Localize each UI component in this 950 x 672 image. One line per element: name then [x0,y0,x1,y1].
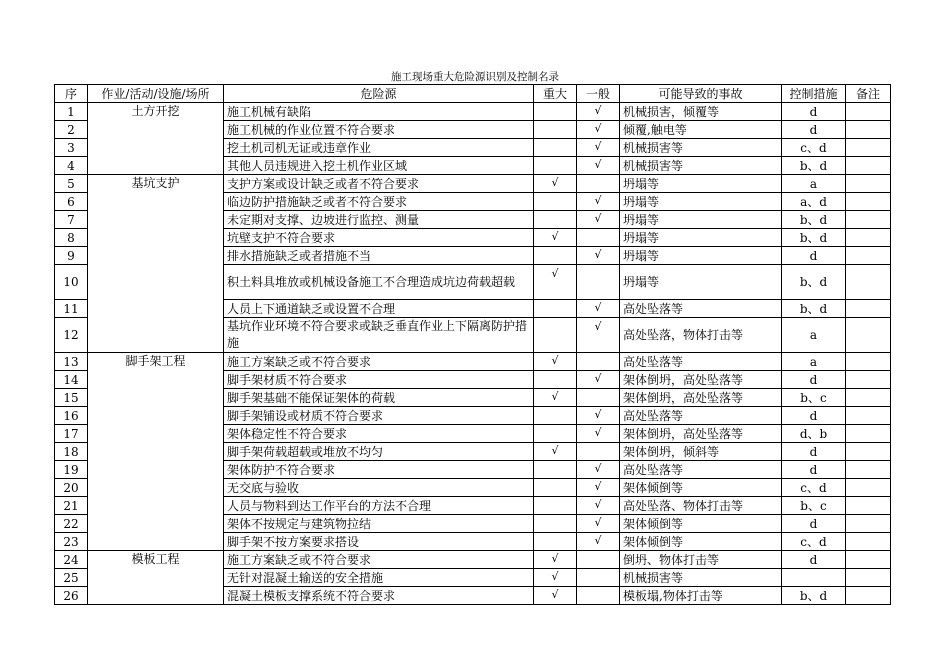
hazard-cell: 其他人员违规进入挖土机作业区域 [224,157,534,175]
control-cell: b、c [782,389,846,407]
table-row [55,353,891,371]
major-cell [534,407,577,425]
row-seq: 20 [55,479,88,497]
remark-cell [846,569,891,587]
general-cell [577,353,620,371]
header-remark: 备注 [846,85,891,103]
remark-cell [846,175,891,193]
remark-cell [846,389,891,407]
major-cell [534,497,577,515]
control-cell: d [782,551,846,569]
control-cell: d [782,121,846,139]
header-activity: 作业/活动/设施/场所 [88,85,224,103]
general-cell: √ [577,515,620,533]
row-seq: 13 [55,353,88,371]
general-cell: √ [577,247,620,265]
control-cell: d、b [782,425,846,443]
row-seq: 2 [55,121,88,139]
accident-cell: 倾覆,触电等 [620,121,782,139]
row-seq: 15 [55,389,88,407]
general-cell [577,569,620,587]
accident-cell: 机械损害等 [620,569,782,587]
major-cell [534,371,577,389]
hazard-cell: 基坑作业环境不符合要求或缺乏垂直作业上下隔离防护措施 [224,318,534,353]
hazard-cell: 坑壁支护不符合要求 [224,229,534,247]
accident-cell: 坍塌等 [620,229,782,247]
hazard-table [54,84,891,605]
remark-cell [846,265,891,300]
control-cell: d [782,103,846,121]
general-cell [577,443,620,461]
remark-cell [846,407,891,425]
general-cell [577,551,620,569]
table-row [55,103,891,121]
hazard-cell: 施工方案缺乏或不符合要求 [224,551,534,569]
control-cell: a [782,353,846,371]
major-cell: √ [534,569,577,587]
control-cell: b、d [782,229,846,247]
accident-cell: 倒坍、物体打击等 [620,551,782,569]
accident-cell: 架体倒坍，高处坠落等 [620,371,782,389]
major-cell [534,425,577,443]
accident-cell: 坍塌等 [620,247,782,265]
major-cell [534,533,577,551]
accident-cell: 坍塌等 [620,211,782,229]
remark-cell [846,139,891,157]
control-cell: b、d [782,157,846,175]
accident-cell: 模板塌,物体打击等 [620,587,782,605]
header-hazard: 危险源 [224,85,534,103]
row-seq: 19 [55,461,88,479]
remark-cell [846,371,891,389]
row-seq: 17 [55,425,88,443]
header-seq: 序 [55,85,88,103]
activity-cell: 基坑支护 [88,175,224,353]
major-cell [534,139,577,157]
accident-cell: 高处坠落，物体打击等 [620,318,782,353]
hazard-cell: 施工机械的作业位置不符合要求 [224,121,534,139]
control-cell: b、d [782,265,846,300]
hazard-cell: 架体防护不符合要求 [224,461,534,479]
remark-cell [846,247,891,265]
accident-cell: 机械损害等 [620,139,782,157]
hazard-cell: 脚手架铺设或材质不符合要求 [224,407,534,425]
major-cell [534,247,577,265]
remark-cell [846,193,891,211]
remark-cell [846,318,891,353]
control-cell: a [782,175,846,193]
remark-cell [846,497,891,515]
general-cell [577,229,620,247]
header-control: 控制措施 [782,85,846,103]
control-cell: d [782,461,846,479]
hazard-cell: 施工方案缺乏或不符合要求 [224,353,534,371]
row-seq: 21 [55,497,88,515]
row-seq: 7 [55,211,88,229]
control-cell: d [782,407,846,425]
remark-cell [846,229,891,247]
accident-cell: 高处坠落等 [620,353,782,371]
control-cell: c、d [782,479,846,497]
major-cell [534,300,577,318]
header-major: 重大 [534,85,577,103]
row-seq: 18 [55,443,88,461]
general-cell: √ [577,300,620,318]
major-cell [534,157,577,175]
hazard-cell: 无针对混凝土输送的安全措施 [224,569,534,587]
general-cell [577,587,620,605]
general-cell: √ [577,318,620,353]
hazard-cell: 架体稳定性不符合要求 [224,425,534,443]
accident-cell: 机械损害等 [620,157,782,175]
general-cell: √ [577,211,620,229]
activity-cell: 土方开挖 [88,103,224,175]
activity-cell: 模板工程 [88,551,224,605]
major-cell [534,211,577,229]
hazard-cell: 架体不按规定与建筑物拉结 [224,515,534,533]
accident-cell: 机械损害，倾覆等 [620,103,782,121]
header-general: 一般 [577,85,620,103]
row-seq: 3 [55,139,88,157]
general-cell: √ [577,157,620,175]
hazard-cell: 人员与物料到达工作平台的方法不合理 [224,497,534,515]
row-seq: 1 [55,103,88,121]
table-body [55,103,891,605]
hazard-cell: 混凝土模板支撑系统不符合要求 [224,587,534,605]
general-cell: √ [577,479,620,497]
hazard-cell: 脚手架荷载超载或堆放不均匀 [224,443,534,461]
major-cell [534,193,577,211]
accident-cell: 架体倒坍，倾斜等 [620,443,782,461]
control-cell: a [782,318,846,353]
hazard-cell: 临边防护措施缺乏或者不符合要求 [224,193,534,211]
accident-cell: 高处坠落等 [620,300,782,318]
control-cell: b、d [782,587,846,605]
accident-cell: 坍塌等 [620,265,782,300]
general-cell: √ [577,193,620,211]
page-title: 施工现场重大危险源识别及控制名录 [391,71,559,83]
control-cell: d [782,371,846,389]
table-row [55,551,891,569]
accident-cell: 架体倾倒等 [620,533,782,551]
general-cell [577,389,620,407]
row-seq: 23 [55,533,88,551]
major-cell [534,103,577,121]
row-seq: 22 [55,515,88,533]
accident-cell: 架体倒坍，高处坠落等 [620,425,782,443]
major-cell [534,461,577,479]
general-cell: √ [577,497,620,515]
hazard-cell: 挖土机司机无证或违章作业 [224,139,534,157]
control-cell: b、d [782,300,846,318]
header-row [55,85,891,103]
hazard-cell: 排水措施缺乏或者措施不当 [224,247,534,265]
control-cell [782,569,846,587]
major-cell [534,318,577,353]
row-seq: 14 [55,371,88,389]
general-cell: √ [577,371,620,389]
major-cell: √ [534,353,577,371]
hazard-cell: 脚手架不按方案要求搭设 [224,533,534,551]
major-cell: √ [534,175,577,193]
activity-cell: 脚手架工程 [88,353,224,551]
row-seq: 16 [55,407,88,425]
row-seq: 11 [55,300,88,318]
general-cell: √ [577,425,620,443]
remark-cell [846,515,891,533]
general-cell: √ [577,139,620,157]
accident-cell: 架体倾倒等 [620,479,782,497]
remark-cell [846,157,891,175]
remark-cell [846,211,891,229]
general-cell: √ [577,407,620,425]
hazard-cell: 人员上下通道缺乏或设置不合理 [224,300,534,318]
remark-cell [846,353,891,371]
hazard-cell: 支护方案或设计缺乏或者不符合要求 [224,175,534,193]
remark-cell [846,443,891,461]
row-seq: 9 [55,247,88,265]
remark-cell [846,121,891,139]
row-seq: 25 [55,569,88,587]
hazard-cell: 脚手架基础不能保证架体的荷载 [224,389,534,407]
major-cell [534,121,577,139]
control-cell: d [782,515,846,533]
major-cell: √ [534,229,577,247]
row-seq: 24 [55,551,88,569]
major-cell: √ [534,265,577,300]
accident-cell: 高处坠落等 [620,461,782,479]
hazard-cell: 无交底与验收 [224,479,534,497]
hazard-cell: 脚手架材质不符合要求 [224,371,534,389]
row-seq: 8 [55,229,88,247]
accident-cell: 高处坠落、物体打击等 [620,497,782,515]
control-cell: c、d [782,533,846,551]
control-cell: d [782,443,846,461]
control-cell: b、d [782,211,846,229]
remark-cell [846,425,891,443]
major-cell [534,479,577,497]
remark-cell [846,103,891,121]
hazard-cell: 积土料具堆放或机械设备施工不合理造成坑边荷载超载 [224,265,534,300]
major-cell: √ [534,587,577,605]
remark-cell [846,479,891,497]
remark-cell [846,300,891,318]
control-cell: c、d [782,139,846,157]
remark-cell [846,461,891,479]
remark-cell [846,533,891,551]
general-cell [577,175,620,193]
accident-cell: 高处坠落等 [620,407,782,425]
row-seq: 10 [55,265,88,300]
general-cell: √ [577,533,620,551]
row-seq: 12 [55,318,88,353]
accident-cell: 坍塌等 [620,193,782,211]
control-cell: b、c [782,497,846,515]
major-cell [534,515,577,533]
remark-cell [846,551,891,569]
table-row [55,175,891,193]
row-seq: 26 [55,587,88,605]
control-cell: d [782,247,846,265]
hazard-cell: 未定期对支撑、边坡进行监控、测量 [224,211,534,229]
remark-cell [846,587,891,605]
general-cell [577,265,620,300]
header-accident: 可能导致的事故 [620,85,782,103]
accident-cell: 架体倒坍，高处坠落等 [620,389,782,407]
row-seq: 5 [55,175,88,193]
general-cell: √ [577,103,620,121]
major-cell: √ [534,551,577,569]
general-cell: √ [577,121,620,139]
control-cell: a、d [782,193,846,211]
major-cell: √ [534,443,577,461]
general-cell: √ [577,461,620,479]
row-seq: 4 [55,157,88,175]
accident-cell: 坍塌等 [620,175,782,193]
hazard-cell: 施工机械有缺陷 [224,103,534,121]
accident-cell: 架体倾倒等 [620,515,782,533]
major-cell: √ [534,389,577,407]
row-seq: 6 [55,193,88,211]
